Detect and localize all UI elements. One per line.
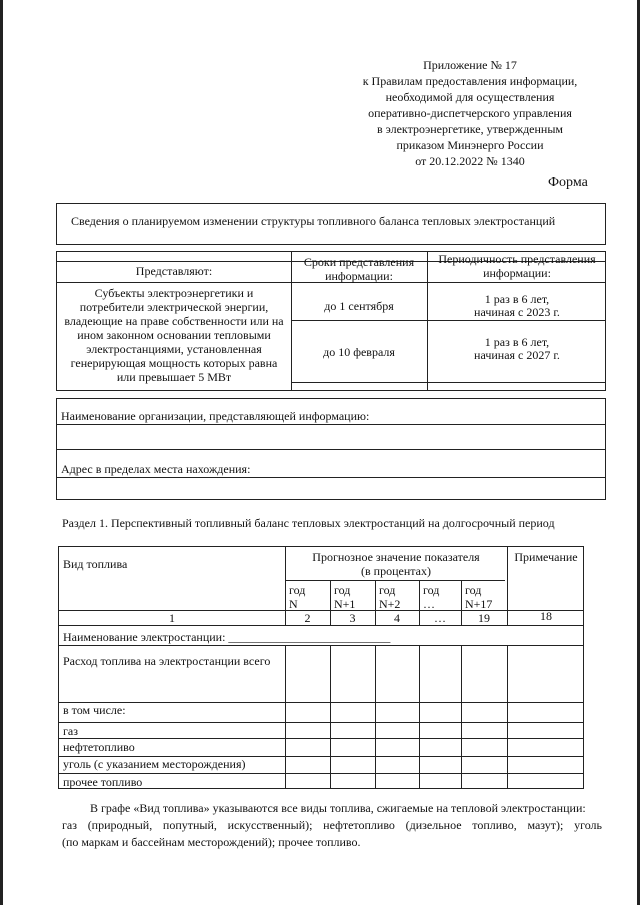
col-forecast-units: (в процентах) [361,564,431,578]
header-line: Приложение № 17 [423,58,517,72]
section-title: Раздел 1. Перспективный топливный баланс тепловых электростанций на долгосрочный период [62,516,555,530]
col-note: Примечание [514,550,578,564]
scan-left-edge [0,0,3,905]
year-bottom: … [423,597,435,611]
col-fuel-type: Вид топлива [63,557,128,571]
form-title: Сведения о планируемом изменении структуры топливного баланса тепловых электростанций [71,214,556,228]
fuel-row-label: в том числе: [63,703,126,717]
periodicity-cell: начиная с 2023 г. [474,305,560,319]
fuel-row-label: нефтетопливо [63,740,135,754]
col-number: 18 [540,609,552,623]
address-label: Адрес в пределах места нахождения: [61,462,251,476]
header-line: приказом Минэнерго России [396,138,544,152]
submitters-text: Субъекты электроэнергетики и потребители электрической энергии, владеющие на праве собственности или на ином законном основании тепловыми электростанциями, установленная генерирующая мощность которых равна или превышает 5 МВт [64,286,284,384]
fuel-row-label: уголь (с указанием месторождения) [63,757,246,771]
periodicity-cell: 1 раз в 6 лет, [484,292,550,306]
header-submitters: Представляют: [135,264,213,278]
year-header [379,583,400,611]
year-top: год [289,583,306,597]
year-bottom: N+17 [465,597,493,611]
footnote-line: (по маркам и бассейнам месторождений); прочее топливо. [62,835,361,849]
year-top: год [379,583,396,597]
header-line: оперативно-диспетчерского управления [368,106,572,120]
col-number: 19 [478,611,490,625]
year-bottom: N+1 [334,597,356,611]
col-number: 3 [349,611,356,625]
col-number: 4 [394,611,400,625]
col-number: 2 [304,611,311,625]
appendix-header [340,57,600,169]
deadline-cell: до 10 февраля [323,345,395,359]
year-header [289,583,305,611]
deadline-cell: до 1 сентября [324,299,394,313]
header-line: в электроэнергетике, утвержденным [376,122,564,136]
year-top: год [334,583,351,597]
year-header [465,583,492,611]
periodicity-cell: начиная с 2027 г. [474,348,560,362]
org-label: Наименование организации, представляющей информацию: [61,409,370,423]
organization-block [56,398,606,500]
year-bottom: N+2 [379,597,401,611]
header-line: от 20.12.2022 № 1340 [415,154,525,168]
fuel-row-label: Расход топлива на электростанции всего [63,654,271,668]
footnote-line: газ (природный, попутный, искусственный); нефтетопливо (дизельное топливо, мазут); уголь [62,818,602,832]
fuel-balance-table [58,546,584,789]
fuel-row-label: газ [63,724,78,738]
col-number: 1 [169,611,175,625]
year-header [334,583,355,611]
col-forecast: Прогнозное значение показателя [312,550,480,564]
footnote [62,800,602,851]
col-number: … [434,611,446,625]
year-bottom: N [289,597,298,611]
footnote-line: В графе «Вид топлива» указываются все виды топлива, сжигаемые на тепловой электростанции: [90,801,586,815]
header-line: необходимой для осуществления [385,90,555,104]
title-box [56,203,606,245]
submission-table [56,251,606,391]
fuel-row-label: прочее топливо [63,775,143,789]
year-top: год [465,583,482,597]
header-deadline: Сроки представления информации: [303,255,415,283]
year-header [423,583,439,611]
station-name-label: Наименование электростанции: ___________________________ [63,630,391,644]
year-top: год [423,583,440,597]
header-periodicity: Периодичность представления информации: [438,252,596,280]
form-label: Форма [548,175,588,190]
header-line: к Правилам предоставления информации, [362,74,578,88]
periodicity-cell: 1 раз в 6 лет, [484,335,550,349]
